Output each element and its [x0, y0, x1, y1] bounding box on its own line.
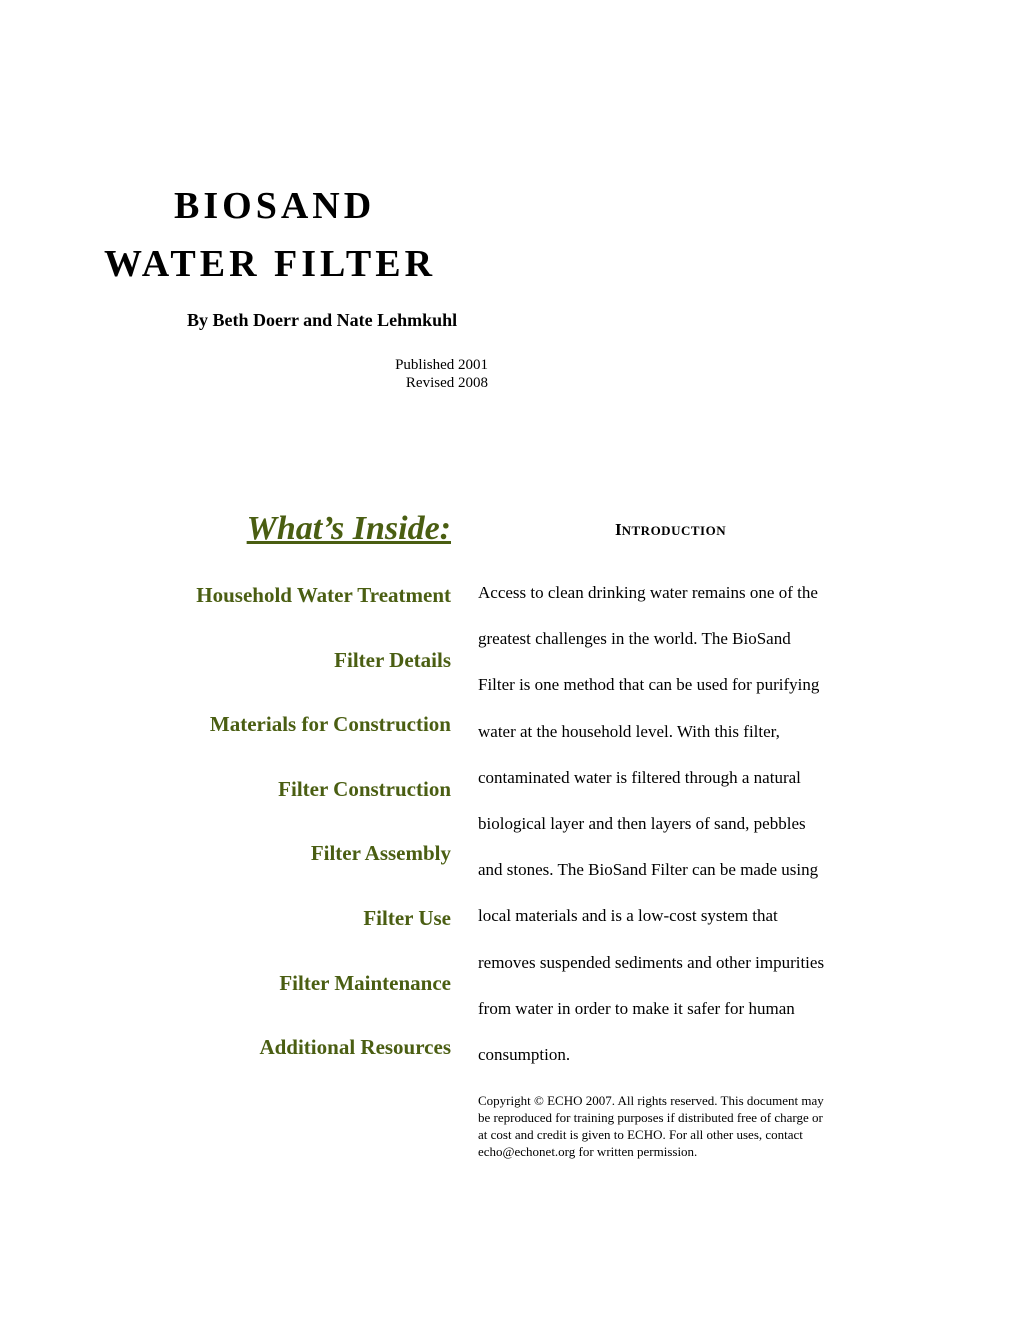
toc-item-label: Materials for Construction: [209, 712, 451, 737]
copyright-line: at cost and credit is given to ECHO. For all other uses, contact: [478, 1127, 803, 1142]
copyright-notice: [478, 1092, 898, 1160]
table-of-contents: [91, 583, 451, 1100]
toc-item: [91, 906, 451, 971]
intro-line: Access to clean drinking water remains one of the: [478, 583, 818, 602]
intro-line: biological layer and then layers of sand, pebbles: [478, 814, 806, 834]
published-date: Published 2001: [395, 357, 488, 373]
introduction-heading-rest: NTRODUCTION: [621, 523, 727, 538]
intro-line: water at the household level. With this filter,: [478, 721, 780, 741]
introduction-heading-initial: I: [615, 520, 622, 539]
copyright-line: Copyright © ECHO 2007. All rights reserved. This document may: [478, 1093, 824, 1108]
toc-item-label: Filter Use: [363, 905, 451, 930]
toc-item: [91, 583, 451, 648]
copyright-line: be reproduced for training purposes if distributed free of charge or: [478, 1110, 823, 1125]
toc-item: [91, 971, 451, 1036]
toc-item: [91, 648, 451, 713]
document-title-line-2: WATER FILTER: [104, 243, 437, 285]
toc-item-label: Filter Details: [334, 647, 451, 672]
document-title-line-1: BIOSAND: [174, 185, 376, 227]
toc-item-label: Filter Construction: [278, 776, 451, 801]
toc-item-label: Filter Assembly: [310, 841, 451, 866]
toc-item: [91, 841, 451, 906]
intro-line: Filter is one method that can be used for purifying: [478, 675, 820, 695]
intro-line: local materials and is a low-cost system that: [478, 906, 778, 926]
introduction-body: [478, 570, 898, 1078]
intro-line: from water in order to make it safer for human: [478, 998, 795, 1018]
intro-line: consumption.: [478, 1045, 571, 1065]
revised-date: Revised 2008: [405, 375, 488, 391]
toc-item: [91, 712, 451, 777]
toc-item-label: Household Water Treatment: [196, 583, 451, 607]
authors: By Beth Doerr and Nate Lehmkuhl: [187, 310, 458, 330]
toc-heading: What’s Inside:: [246, 510, 451, 547]
intro-line: and stones. The BioSand Filter can be made using: [478, 860, 819, 880]
copyright-line: echo@echonet.org for written permission.: [478, 1144, 698, 1159]
intro-line: removes suspended sediments and other impurities: [478, 952, 825, 972]
introduction-heading: [615, 520, 726, 540]
intro-line: contaminated water is filtered through a natural: [478, 767, 801, 787]
intro-line: greatest challenges in the world. The BioSand: [478, 629, 791, 649]
toc-item: [91, 777, 451, 842]
toc-item-label: Additional Resources: [259, 1035, 451, 1060]
toc-item-label: Filter Maintenance: [279, 970, 451, 995]
toc-item: [91, 1035, 451, 1100]
